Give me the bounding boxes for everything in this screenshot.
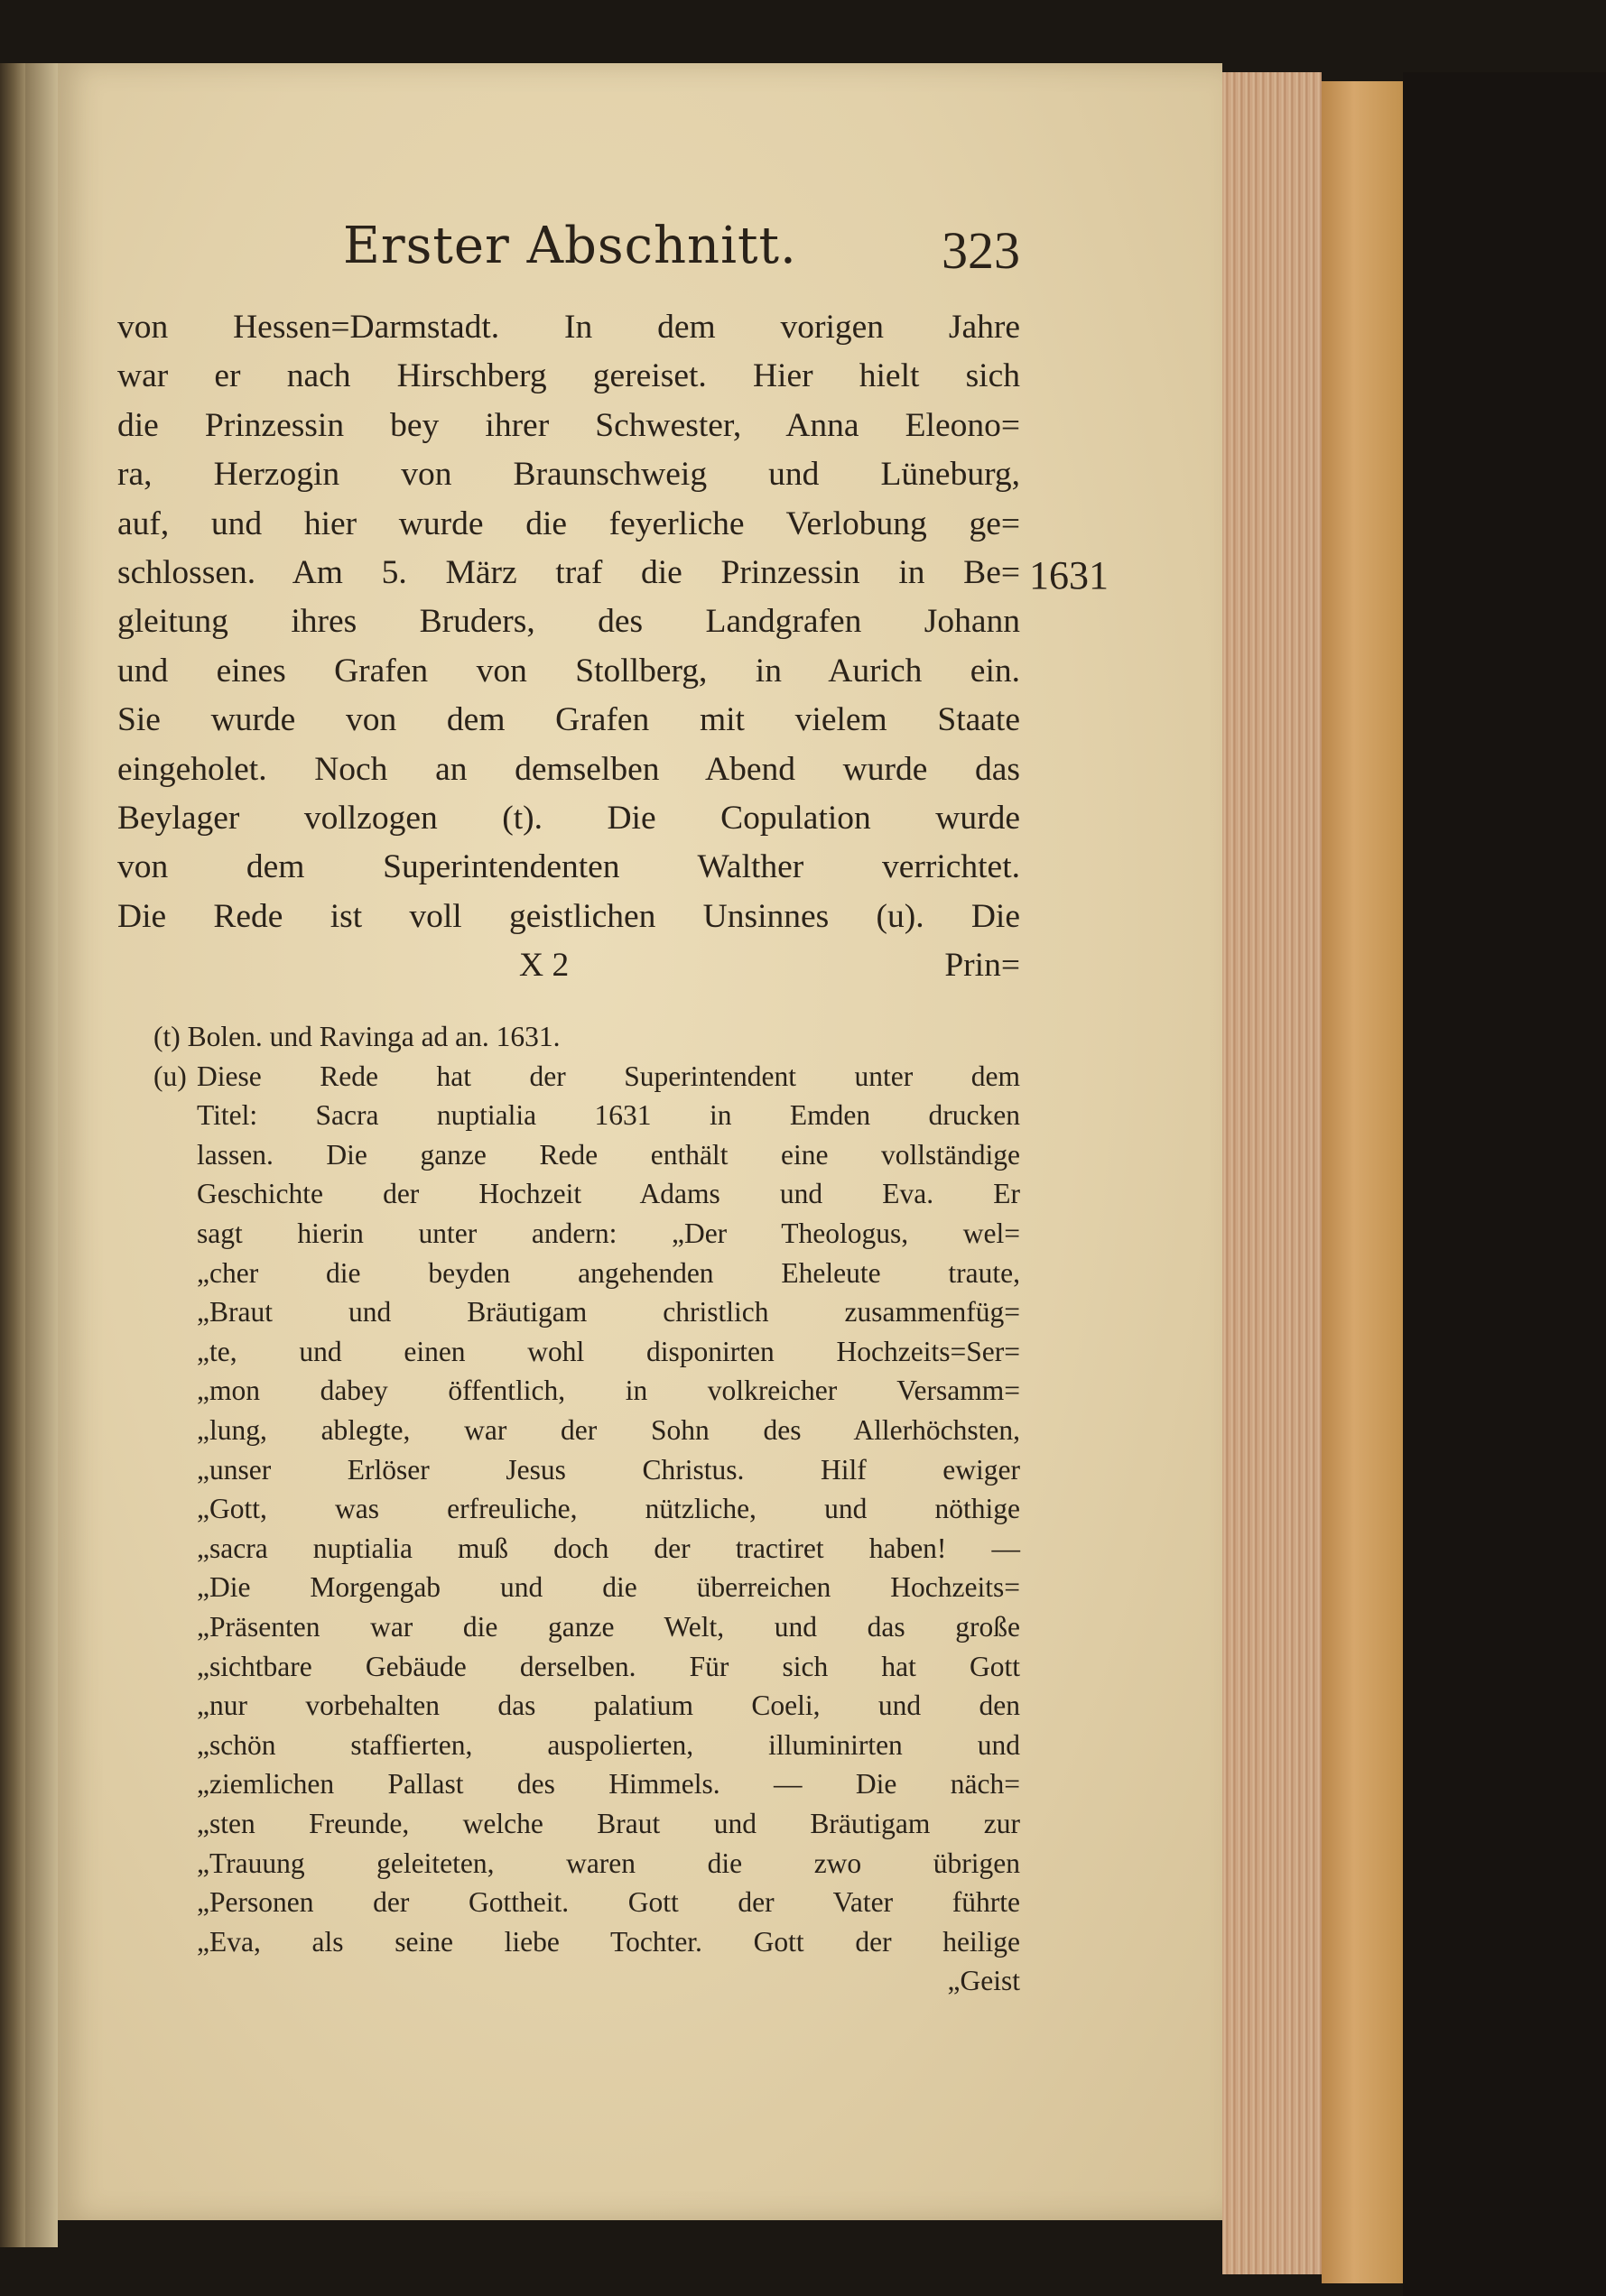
page-header — [117, 217, 1020, 298]
footnote-line: „ziemlichen Pallast des Himmels. — Die näch= — [197, 1768, 1020, 1801]
footnote-line: Titel: Sacra nuptialia 1631 in Emden drucken — [197, 1099, 1020, 1132]
footnote-line: „mon dabey öffentlich, in volkreicher Versamm= — [197, 1375, 1020, 1407]
footnote-line: „Präsenten war die ganze Welt, und das große — [197, 1610, 1020, 1643]
footnote-line: „unser Erlöser Jesus Christus. Hilf ewiger — [197, 1453, 1020, 1486]
footnote-line: „sichtbare Gebäude derselben. Für sich hat Gott — [197, 1650, 1020, 1682]
footnote-line: „cher die beyden angehenden Eheleute traute, — [197, 1256, 1020, 1289]
background-shadow — [1403, 72, 1606, 2296]
body-line: war er nach Hirschberg gereiset. Hier hielt sich — [117, 357, 1020, 395]
footnote-line: „sten Freunde, welche Braut und Bräutigam zur — [197, 1807, 1020, 1839]
body-line: ra, Herzogin von Braunschweig und Lüneburg, — [117, 456, 1020, 494]
footnote-line: lassen. Die ganze Rede enthält eine vollständige — [197, 1138, 1020, 1171]
book-cover-edge — [1322, 81, 1403, 2283]
body-text — [117, 303, 1020, 990]
footnote-line: „nur vorbehalten das palatium Coeli, und den — [197, 1690, 1020, 1722]
body-line: auf, und hier wurde die feyerliche Verlobung ge= — [117, 505, 1020, 542]
margin-year: 1631 — [1029, 553, 1109, 597]
signature-mark: X 2 — [519, 947, 570, 985]
body-line: Sie wurde von dem Grafen mit vielem Staate — [117, 701, 1020, 739]
footnote-line: „schön staffierten, auspolierten, illuminirten und — [197, 1728, 1020, 1761]
page-number: 323 — [942, 221, 1020, 280]
footnote-line: „Eva, als seine liebe Tochter. Gott der heilige — [197, 1925, 1020, 1958]
footnote-t: (t) Bolen. und Ravinga ad an. 1631. — [153, 1021, 561, 1053]
page-text-block — [117, 217, 1109, 2001]
footnote-line: sagt hierin unter andern: „Der Theologus, wel= — [197, 1217, 1020, 1250]
catchword: Prin= — [944, 947, 1020, 985]
body-line: von dem Superintendenten Walther verrichtet. — [117, 848, 1020, 886]
body-line: Beylager vollzogen (t). Die Copulation wurde — [117, 799, 1020, 837]
body-line: schlossen. Am 5. März traf die Prinzessin in Be= — [117, 553, 1020, 591]
body-line: und eines Grafen von Stollberg, in Aurich ein. — [117, 652, 1020, 690]
body-line: eingeholet. Noch an demselben Abend wurde das — [117, 750, 1020, 788]
footnote-line: Geschichte der Hochzeit Adams und Eva. Er — [197, 1178, 1020, 1210]
footnotes — [117, 1017, 1020, 2001]
running-title: Erster Abschnitt. — [343, 217, 797, 275]
footnote-u-mark: (u) — [153, 1060, 187, 1092]
footnote-catchword-line — [117, 1961, 1020, 2001]
footnote-line: „Die Morgengab und die überreichen Hochzeits= — [197, 1571, 1020, 1604]
page-block-edges — [1222, 72, 1322, 2274]
footnote-line: „Gott, was erfreuliche, nützliche, und nöthige — [197, 1493, 1020, 1525]
footnote-u-first-line — [117, 1057, 1020, 1097]
book-gutter — [25, 63, 58, 2247]
footnote-line: „Personen der Gottheit. Gott der Vater führte — [197, 1886, 1020, 1919]
footnote-line: „sacra nuptialia muß doch der tractiret haben! — — [197, 1532, 1020, 1564]
body-line: Die Rede ist voll geistlichen Unsinnes (u). Die — [117, 897, 1020, 935]
footnote-catchword: „Geist — [947, 1965, 1020, 1997]
footnote-line: „te, und einen wohl disponirten Hochzeits=Ser= — [197, 1335, 1020, 1367]
body-line: von Hessen=Darmstadt. In dem vorigen Jahre — [117, 309, 1020, 346]
previous-page-edge — [0, 63, 25, 2247]
footnote-line: „Braut und Bräutigam christlich zusammenfüg= — [197, 1296, 1020, 1329]
footnote-line-text: Diese Rede hat der Superintendent unter dem — [197, 1060, 1020, 1092]
footnote-line: „Trauung geleiteten, waren die zwo übrigen — [197, 1847, 1020, 1879]
body-line: die Prinzessin bey ihrer Schwester, Anna Eleono= — [117, 406, 1020, 444]
footnote-line: „lung, ablegte, war der Sohn des Allerhöchsten, — [197, 1414, 1020, 1447]
body-line: gleitung ihres Bruders, des Landgrafen Johann — [117, 603, 1020, 641]
signature-line — [117, 941, 1020, 990]
